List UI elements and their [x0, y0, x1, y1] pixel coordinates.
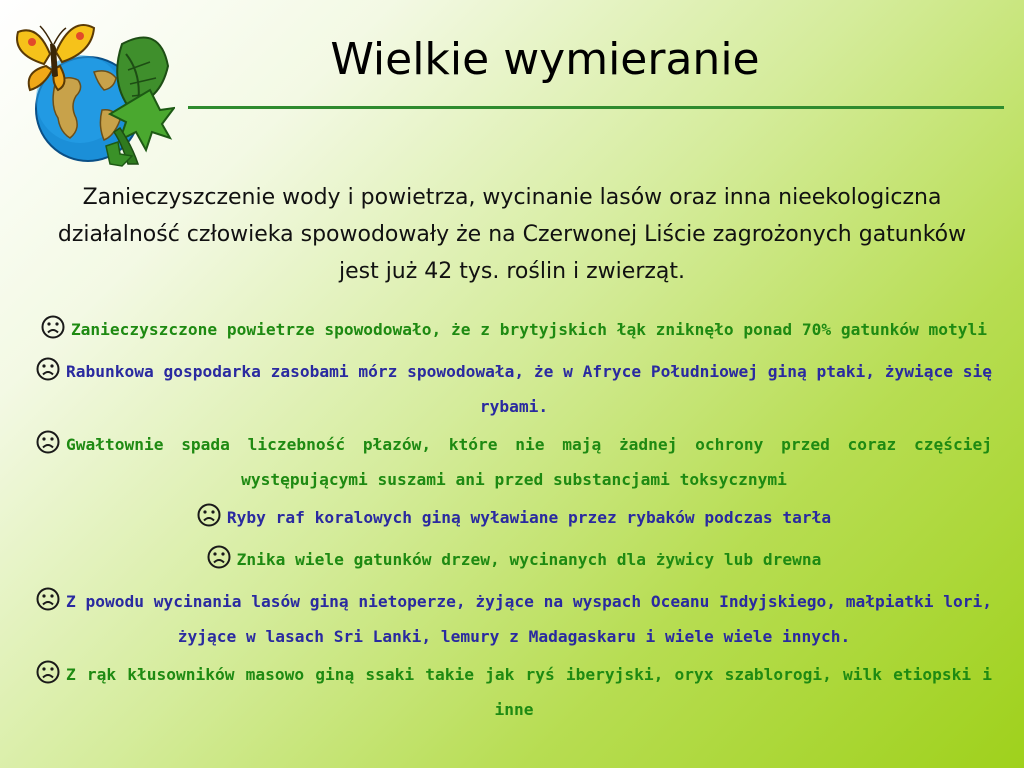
list-item [36, 544, 992, 579]
sad-face-icon [36, 660, 60, 694]
sad-face-icon [41, 315, 65, 349]
sad-face-icon [197, 503, 221, 537]
list-item [36, 314, 992, 349]
bullet-text: Ryby raf koralowych giną wyławiane przez rybaków podczas tarła [226, 508, 832, 527]
intro-paragraph: Zanieczyszczenie wody i powietrza, wycinanie lasów oraz inna nieekologiczna działalność człowieka spowodowały że na Czerwonej Liście zagrożonych gatunków jest już 42 tys. roślin i zwierząt. [57, 185, 967, 284]
bullet-text: Zanieczyszczone powietrze spowodowało, że z brytyjskich łąk zniknęło ponad 70% gatunków motyli [70, 320, 988, 339]
list-item [36, 429, 992, 495]
bullet-text: Z rąk kłusowników masowo giną ssaki takie jak ryś iberyjski, oryx szablorogi, wilk etiopski i inne [66, 665, 992, 719]
title-divider [188, 106, 1004, 109]
list-item [36, 356, 992, 422]
sad-face-icon [36, 587, 60, 621]
bullet-text: Gwałtownie spada liczebność płazów, które nie mają żadnej ochrony przed coraz częściej występującymi suszami ani przed substancjami toksycznymi [66, 435, 992, 489]
sad-face-icon [36, 357, 60, 391]
list-item [36, 586, 992, 652]
sad-face-icon [36, 430, 60, 464]
bullet-text: Rabunkowa gospodarka zasobami mórz spowodowała, że w Afryce Południowej giną ptaki, żywiące się rybami. [66, 362, 992, 416]
slide-title: Wielkie wymieranie [330, 34, 760, 85]
sad-face-icon [207, 545, 231, 579]
list-item [36, 659, 992, 725]
list-item [36, 502, 992, 537]
butterfly-globe-leaves-icon [10, 14, 175, 172]
bullet-list [36, 314, 992, 732]
bullet-text: Z powodu wycinania lasów giną nietoperze, żyjące na wyspach Oceanu Indyjskiego, małpiatki lori, żyjące w lasach Sri Lanki, lemury z Madagaskaru i wiele wiele innych. [66, 592, 992, 646]
bullet-text: Znika wiele gatunków drzew, wycinanych dla żywicy lub drewna [236, 550, 822, 569]
